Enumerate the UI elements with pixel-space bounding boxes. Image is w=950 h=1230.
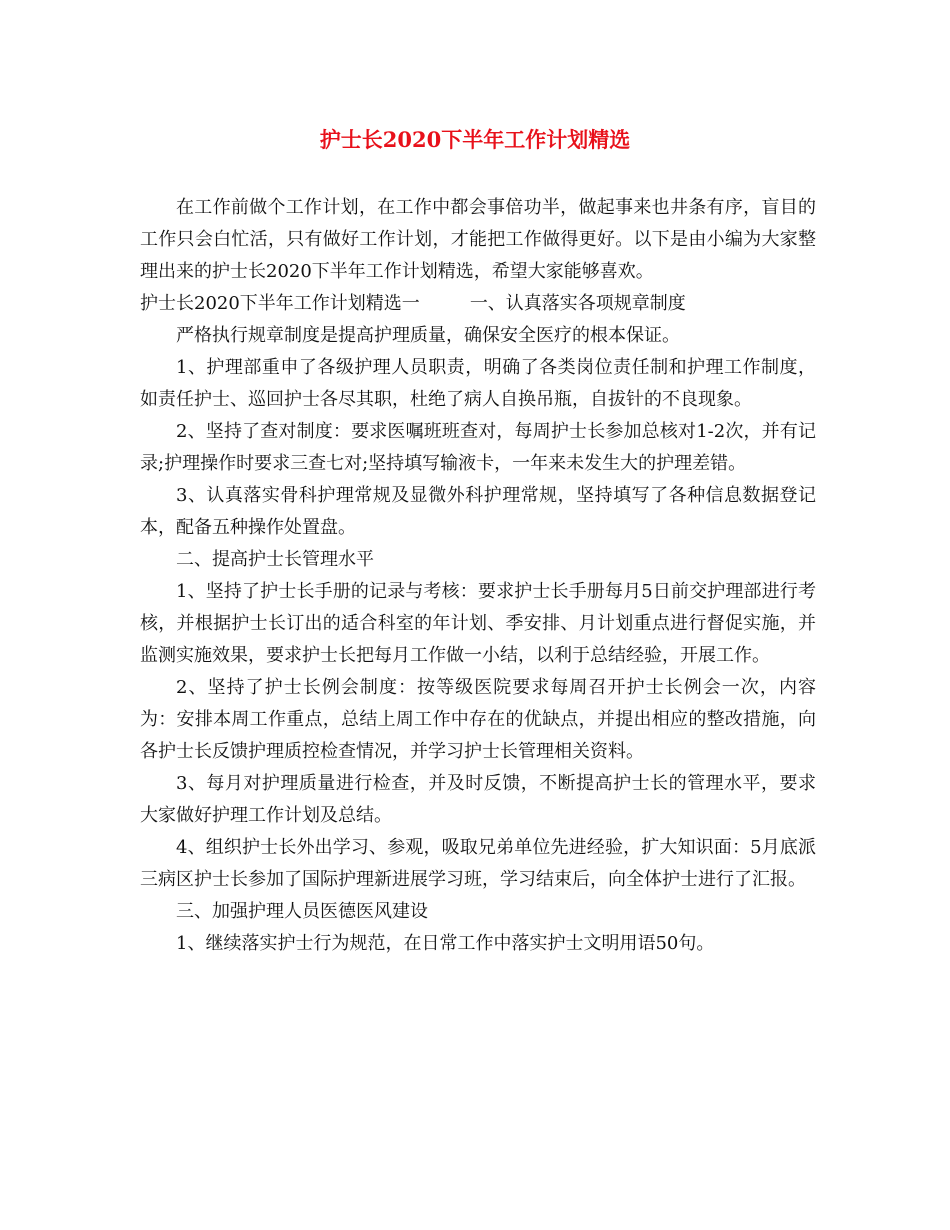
paragraph: 2、坚持了查对制度：要求医嘱班班查对，每周护士长参加总核对1-2次，并有记录;护理操作时要求三查七对;坚持填写输液卡，一年来未发生大的护理差错。 — [140, 421, 816, 474]
section-heading-1: 一、认真落实各项规章制度 — [469, 293, 686, 314]
paragraph: 3、认真落实骨科护理常规及显微外科护理常规，坚持填写了各种信息数据登记本，配备五种操作处置盘。 — [140, 485, 816, 538]
section-heading-line — [140, 288, 816, 320]
paragraph: 严格执行规章制度是提高护理质量，确保安全医疗的根本保证。 — [176, 325, 680, 346]
paragraph: 1、继续落实护士行为规范，在日常工作中落实护士文明用语50句。 — [176, 933, 715, 954]
paragraph: 3、每月对护理质量进行检查，并及时反馈，不断提高护士长的管理水平，要求大家做好护理工作计划及总结。 — [140, 773, 816, 826]
document-title: 护士长2020下半年工作计划精选 — [319, 127, 631, 152]
paragraph: 2、坚持了护士长例会制度：按等级医院要求每周召开护士长例会一次，内容为：安排本周工作重点，总结上周工作中存在的优缺点，并提出相应的整改措施，向各护士长反馈护理质控检查情况，并学习护士长管理相关资料。 — [140, 677, 816, 762]
plan-subtitle: 护士长2020下半年工作计划精选一 — [140, 293, 420, 314]
paragraph: 1、护理部重申了各级护理人员职责，明确了各类岗位责任制和护理工作制度，如责任护士、巡回护士各尽其职，杜绝了病人自换吊瓶，自拔针的不良现象。 — [140, 357, 816, 410]
section-heading-3: 三、加强护理人员医德医风建设 — [176, 901, 428, 922]
section-heading-2: 二、提高护士长管理水平 — [176, 549, 374, 570]
intro-paragraph: 在工作前做个工作计划，在工作中都会事倍功半，做起事来也井条有序，盲目的工作只会白忙活，只有做好工作计划，才能把工作做得更好。以下是由小编为大家整理出来的护士长2020下半年工作计划精选，希望大家能够喜欢。 — [140, 197, 816, 282]
paragraph: 4、组织护士长外出学习、参观，吸取兄弟单位先进经验，扩大知识面：5月底派三病区护士长参加了国际护理新进展学习班，学习结束后，向全体护士进行了汇报。 — [140, 837, 816, 890]
paragraph: 1、坚持了护士长手册的记录与考核：要求护士长手册每月5日前交护理部进行考核，并根据护士长订出的适合科室的年计划、季安排、月计划重点进行督促实施，并监测实施效果，要求护士长把每月工作做一小结，以利于总结经验，开展工作。 — [140, 581, 816, 666]
document-body — [140, 192, 816, 960]
